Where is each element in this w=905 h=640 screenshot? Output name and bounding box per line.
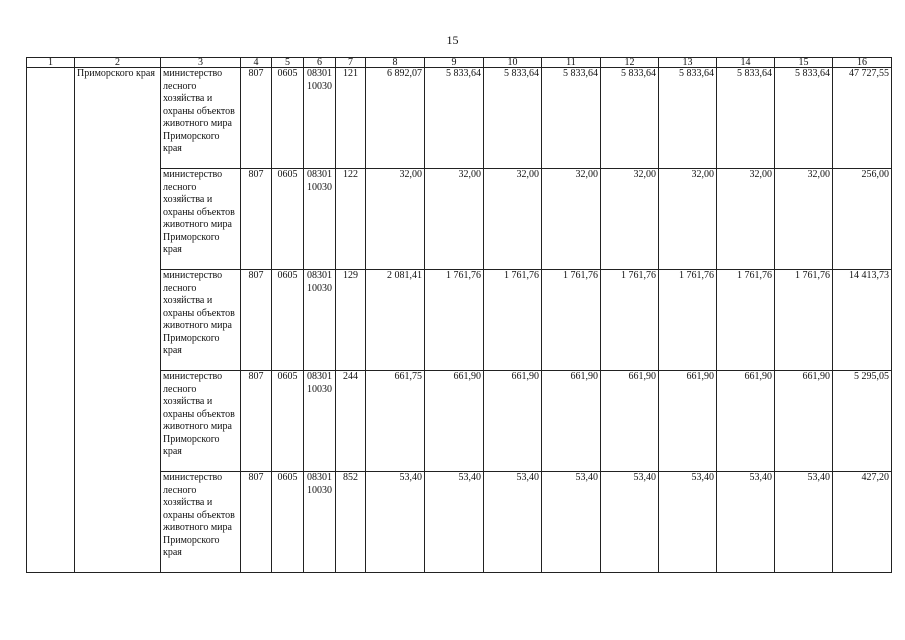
year-value-cell: 6 892,07 — [366, 68, 425, 169]
target-article-code-part-2: 10030 — [307, 80, 332, 92]
section-code-cell: 0605 — [272, 270, 304, 371]
year-value-cell: 1 761,76 — [425, 270, 484, 371]
column-header-12: 12 — [601, 58, 659, 68]
grbs-code-cell: 807 — [241, 371, 272, 472]
cell-col-1 — [27, 68, 75, 573]
year-value-cell: 661,90 — [484, 371, 542, 472]
year-value-cell: 5 833,64 — [659, 68, 717, 169]
target-article-code-part-2: 10030 — [307, 181, 332, 193]
year-value-cell: 53,40 — [425, 472, 484, 573]
total-value-cell: 256,00 — [833, 169, 892, 270]
column-header-8: 8 — [366, 58, 425, 68]
year-value-cell: 32,00 — [717, 169, 775, 270]
budget-table — [26, 57, 892, 573]
year-value-cell: 661,90 — [775, 371, 833, 472]
table-row — [27, 68, 892, 169]
column-header-11: 11 — [542, 58, 601, 68]
organization-cell: министерство лесного хозяйства и охраны объектов животного мира Приморского края — [161, 472, 241, 573]
target-article-code-cell — [304, 472, 336, 573]
column-header-16: 16 — [833, 58, 892, 68]
column-header-14: 14 — [717, 58, 775, 68]
section-code-cell: 0605 — [272, 472, 304, 573]
column-header-15: 15 — [775, 58, 833, 68]
organization-cell: министерство лесного хозяйства и охраны объектов животного мира Приморского края — [161, 270, 241, 371]
page-number: 15 — [446, 33, 459, 47]
year-value-cell: 32,00 — [484, 169, 542, 270]
year-value-cell: 53,40 — [717, 472, 775, 573]
year-value-cell: 1 761,76 — [484, 270, 542, 371]
table-header — [27, 58, 892, 68]
section-code-cell: 0605 — [272, 169, 304, 270]
organization-cell: министерство лесного хозяйства и охраны объектов животного мира Приморского края — [161, 371, 241, 472]
year-value-cell: 5 833,64 — [542, 68, 601, 169]
year-value-cell: 32,00 — [659, 169, 717, 270]
target-article-code-part-2: 10030 — [307, 282, 332, 294]
target-article-code-part-1: 08301 — [307, 169, 332, 180]
organization-cell: министерство лесного хозяйства и охраны объектов животного мира Приморского края — [161, 68, 241, 169]
target-article-code-cell — [304, 371, 336, 472]
expense-type-cell: 852 — [336, 472, 366, 573]
column-header-6: 6 — [304, 58, 336, 68]
target-article-code-part-1: 08301 — [307, 371, 332, 382]
section-code-cell: 0605 — [272, 68, 304, 169]
column-header-13: 13 — [659, 58, 717, 68]
year-value-cell: 53,40 — [659, 472, 717, 573]
year-value-cell: 5 833,64 — [601, 68, 659, 169]
column-header-4: 4 — [241, 58, 272, 68]
year-value-cell: 5 833,64 — [425, 68, 484, 169]
target-article-code-part-2: 10030 — [307, 484, 332, 496]
table-body — [27, 68, 892, 573]
year-value-cell: 2 081,41 — [366, 270, 425, 371]
year-value-cell: 53,40 — [366, 472, 425, 573]
year-value-cell: 53,40 — [601, 472, 659, 573]
year-value-cell: 1 761,76 — [659, 270, 717, 371]
year-value-cell: 661,90 — [542, 371, 601, 472]
target-article-code-part-1: 08301 — [307, 68, 332, 79]
year-value-cell: 661,90 — [425, 371, 484, 472]
total-value-cell: 5 295,05 — [833, 371, 892, 472]
total-value-cell: 427,20 — [833, 472, 892, 573]
year-value-cell: 661,90 — [601, 371, 659, 472]
column-header-9: 9 — [425, 58, 484, 68]
column-header-5: 5 — [272, 58, 304, 68]
header-row — [27, 58, 892, 68]
grbs-code-cell: 807 — [241, 270, 272, 371]
year-value-cell: 1 761,76 — [542, 270, 601, 371]
year-value-cell: 32,00 — [601, 169, 659, 270]
year-value-cell: 1 761,76 — [775, 270, 833, 371]
expense-type-cell: 122 — [336, 169, 366, 270]
expense-type-cell: 129 — [336, 270, 366, 371]
column-header-2: 2 — [75, 58, 161, 68]
year-value-cell: 32,00 — [425, 169, 484, 270]
year-value-cell: 5 833,64 — [717, 68, 775, 169]
total-value-cell: 14 413,73 — [833, 270, 892, 371]
year-value-cell: 32,00 — [366, 169, 425, 270]
column-header-10: 10 — [484, 58, 542, 68]
year-value-cell: 5 833,64 — [484, 68, 542, 169]
column-header-1: 1 — [27, 58, 75, 68]
year-value-cell: 661,75 — [366, 371, 425, 472]
total-value-cell: 47 727,55 — [833, 68, 892, 169]
column-header-3: 3 — [161, 58, 241, 68]
year-value-cell: 661,90 — [717, 371, 775, 472]
year-value-cell: 53,40 — [775, 472, 833, 573]
organization-cell: министерство лесного хозяйства и охраны объектов животного мира Приморского края — [161, 169, 241, 270]
target-article-code-part-2: 10030 — [307, 383, 332, 395]
year-value-cell: 661,90 — [659, 371, 717, 472]
expense-type-cell: 121 — [336, 68, 366, 169]
target-article-code-cell — [304, 68, 336, 169]
year-value-cell: 32,00 — [542, 169, 601, 270]
year-value-cell: 32,00 — [775, 169, 833, 270]
year-value-cell: 53,40 — [542, 472, 601, 573]
target-article-code-part-1: 08301 — [307, 270, 332, 281]
expense-type-cell: 244 — [336, 371, 366, 472]
grbs-code-cell: 807 — [241, 169, 272, 270]
year-value-cell: 53,40 — [484, 472, 542, 573]
section-code-cell: 0605 — [272, 371, 304, 472]
year-value-cell: 1 761,76 — [601, 270, 659, 371]
target-article-code-part-1: 08301 — [307, 472, 332, 483]
year-value-cell: 5 833,64 — [775, 68, 833, 169]
target-article-code-cell — [304, 270, 336, 371]
grbs-code-cell: 807 — [241, 472, 272, 573]
target-article-code-cell — [304, 169, 336, 270]
grbs-code-cell: 807 — [241, 68, 272, 169]
column-header-7: 7 — [336, 58, 366, 68]
region-cell: Приморского края — [75, 68, 161, 573]
year-value-cell: 1 761,76 — [717, 270, 775, 371]
